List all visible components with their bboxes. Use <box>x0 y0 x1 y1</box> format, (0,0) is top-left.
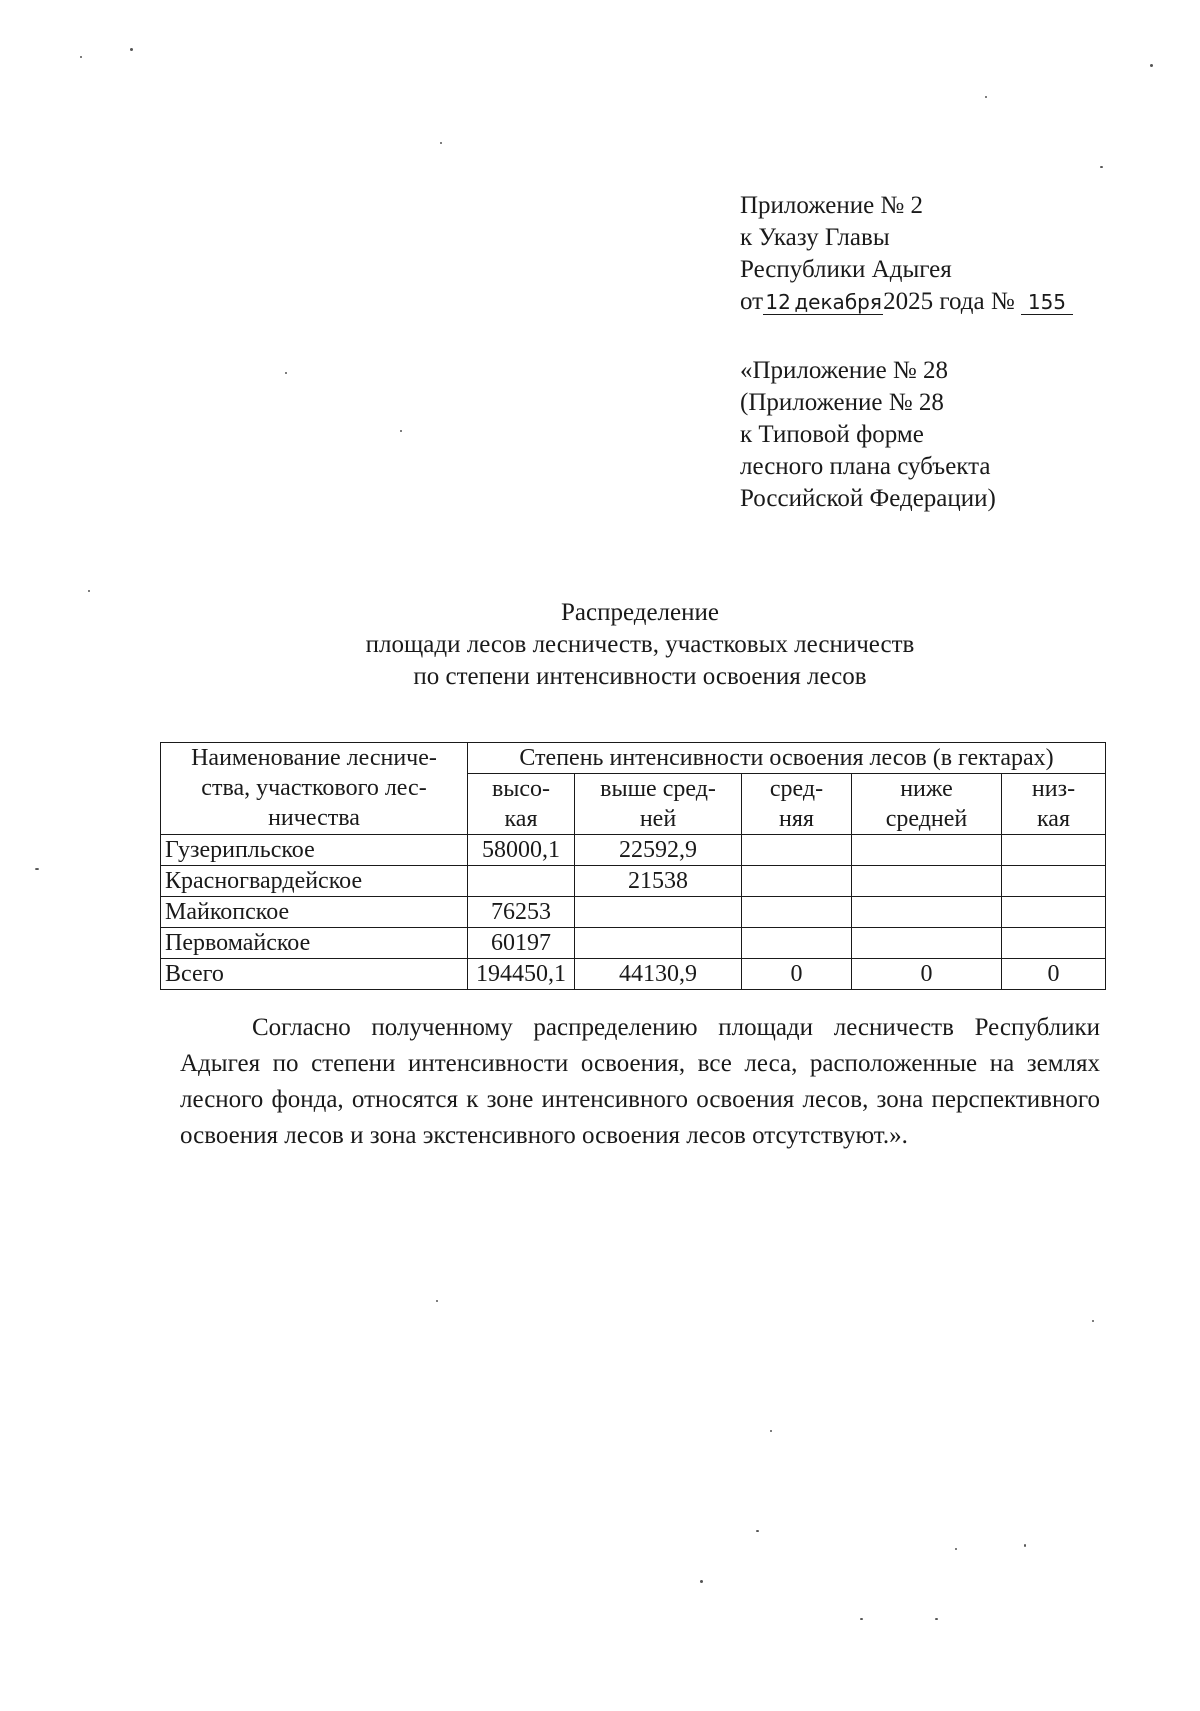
cell-low: 0 <box>1002 959 1106 990</box>
name-header-line-3: ничества <box>268 805 360 831</box>
quote-line-4: лесного плана субъекта <box>740 453 991 480</box>
quote-line-3: к Типовой форме <box>740 421 924 448</box>
conclusion-paragraph: Согласно полученному распределению площади лесничеств Республики Адыгея по степени интенсивности освоения, все леса, расположенные на землях лесного фонда, относятся к зоне интенсивного освоения лесов, зона перспективного освоения лесов и зона экстенсивного освоения лесов отсутствуют.». <box>180 1014 1100 1149</box>
cell-below: 0 <box>852 959 1002 990</box>
table-total-row <box>161 959 1106 990</box>
cell-mid <box>742 835 852 866</box>
col-above-header <box>575 774 742 835</box>
cell-high <box>468 866 575 897</box>
date-year: 2025 года № <box>883 288 1015 315</box>
title-line-1: Распределение <box>561 599 719 626</box>
col-mid-line-1: сред- <box>769 776 824 802</box>
scan-speck <box>860 1618 863 1620</box>
col-below-line-1: ниже <box>900 776 953 802</box>
col-high-header <box>468 774 575 835</box>
cell-low <box>1002 928 1106 959</box>
cell-below <box>852 835 1002 866</box>
col-above-line-2: ней <box>639 806 677 832</box>
scan-speck <box>700 1580 703 1583</box>
col-mid-line-2: няя <box>779 806 814 832</box>
quote-block <box>740 355 996 515</box>
col-above-line-1: выше сред- <box>600 776 716 802</box>
name-header-line-1: Наименование лесниче- <box>191 745 437 771</box>
distribution-table <box>160 742 1106 990</box>
document-title <box>160 597 1120 693</box>
table-row <box>161 866 1106 897</box>
scan-speck <box>436 1300 438 1302</box>
table-row <box>161 835 1106 866</box>
cell-mid <box>742 928 852 959</box>
title-line-3: по степени интенсивности освоения лесов <box>413 663 867 690</box>
col-mid-header <box>742 774 852 835</box>
cell-below <box>852 866 1002 897</box>
col-below-header <box>852 774 1002 835</box>
scan-speck <box>285 372 287 374</box>
name-header-line-2: ства, участкового лес- <box>201 775 427 801</box>
quote-line-5: Российской Федерации) <box>740 485 996 512</box>
cell-above: 44130,9 <box>575 959 742 990</box>
quote-line-2: (Приложение № 28 <box>740 389 944 416</box>
row-name: Красногвардейское <box>161 866 468 897</box>
title-line-2: площади лесов лесничеств, участковых лесничеств <box>365 631 915 658</box>
scan-speck <box>935 1618 938 1620</box>
cell-low <box>1002 835 1106 866</box>
cell-high: 194450,1 <box>468 959 575 990</box>
col-low-line-2: кая <box>1037 806 1070 832</box>
col-low-line-1: низ- <box>1031 776 1076 802</box>
scan-speck <box>1092 1320 1094 1322</box>
row-name: Гузерипльское <box>161 835 468 866</box>
intensity-group-header: Степень интенсивности освоения лесов (в гектарах) <box>468 743 1106 774</box>
table-row <box>161 897 1106 928</box>
scan-speck <box>130 48 133 51</box>
table-header-row <box>161 743 1106 774</box>
cell-above: 21538 <box>575 866 742 897</box>
appendix-date-line <box>740 286 1073 318</box>
cell-high: 76253 <box>468 897 575 928</box>
date-day: 12 <box>765 290 791 314</box>
cell-high: 60197 <box>468 928 575 959</box>
cell-mid <box>742 866 852 897</box>
cell-mid: 0 <box>742 959 852 990</box>
scan-speck <box>1100 166 1103 168</box>
scan-speck <box>1024 1544 1026 1547</box>
cell-low <box>1002 866 1106 897</box>
name-column-header <box>161 743 468 835</box>
date-month-field <box>793 290 883 315</box>
cell-below <box>852 928 1002 959</box>
appendix-block <box>740 190 1073 318</box>
scan-speck <box>756 1530 759 1532</box>
cell-low <box>1002 897 1106 928</box>
doc-number-field <box>1021 290 1073 315</box>
cell-below <box>852 897 1002 928</box>
date-month: декабря <box>794 290 882 314</box>
col-high-line-2: кая <box>504 806 538 832</box>
scan-speck <box>955 1548 957 1550</box>
scan-speck <box>985 96 987 98</box>
scan-speck <box>35 868 39 870</box>
row-name: Всего <box>161 959 468 990</box>
row-name: Первомайское <box>161 928 468 959</box>
col-below-line-2: средней <box>885 806 968 832</box>
cell-above <box>575 928 742 959</box>
cell-above <box>575 897 742 928</box>
cell-high: 58000,1 <box>468 835 575 866</box>
row-name: Майкопское <box>161 897 468 928</box>
cell-mid <box>742 897 852 928</box>
col-high-line-1: высо- <box>491 776 551 802</box>
table-row <box>161 928 1106 959</box>
appendix-line-1: Приложение № 2 <box>740 192 924 219</box>
date-prefix: от <box>740 288 764 315</box>
scan-speck <box>400 430 402 432</box>
cell-above: 22592,9 <box>575 835 742 866</box>
appendix-line-2: к Указу Главы <box>740 224 890 251</box>
doc-number: 155 <box>1027 290 1067 314</box>
col-low-header <box>1002 774 1106 835</box>
scan-speck <box>440 142 442 144</box>
quote-line-1: «Приложение № 28 <box>740 357 949 384</box>
scan-speck <box>1150 64 1153 67</box>
appendix-line-3: Республики Адыгея <box>740 256 952 283</box>
scan-speck <box>770 1430 772 1432</box>
scan-speck <box>80 56 82 58</box>
scan-speck <box>88 590 90 592</box>
date-day-field <box>763 290 793 315</box>
